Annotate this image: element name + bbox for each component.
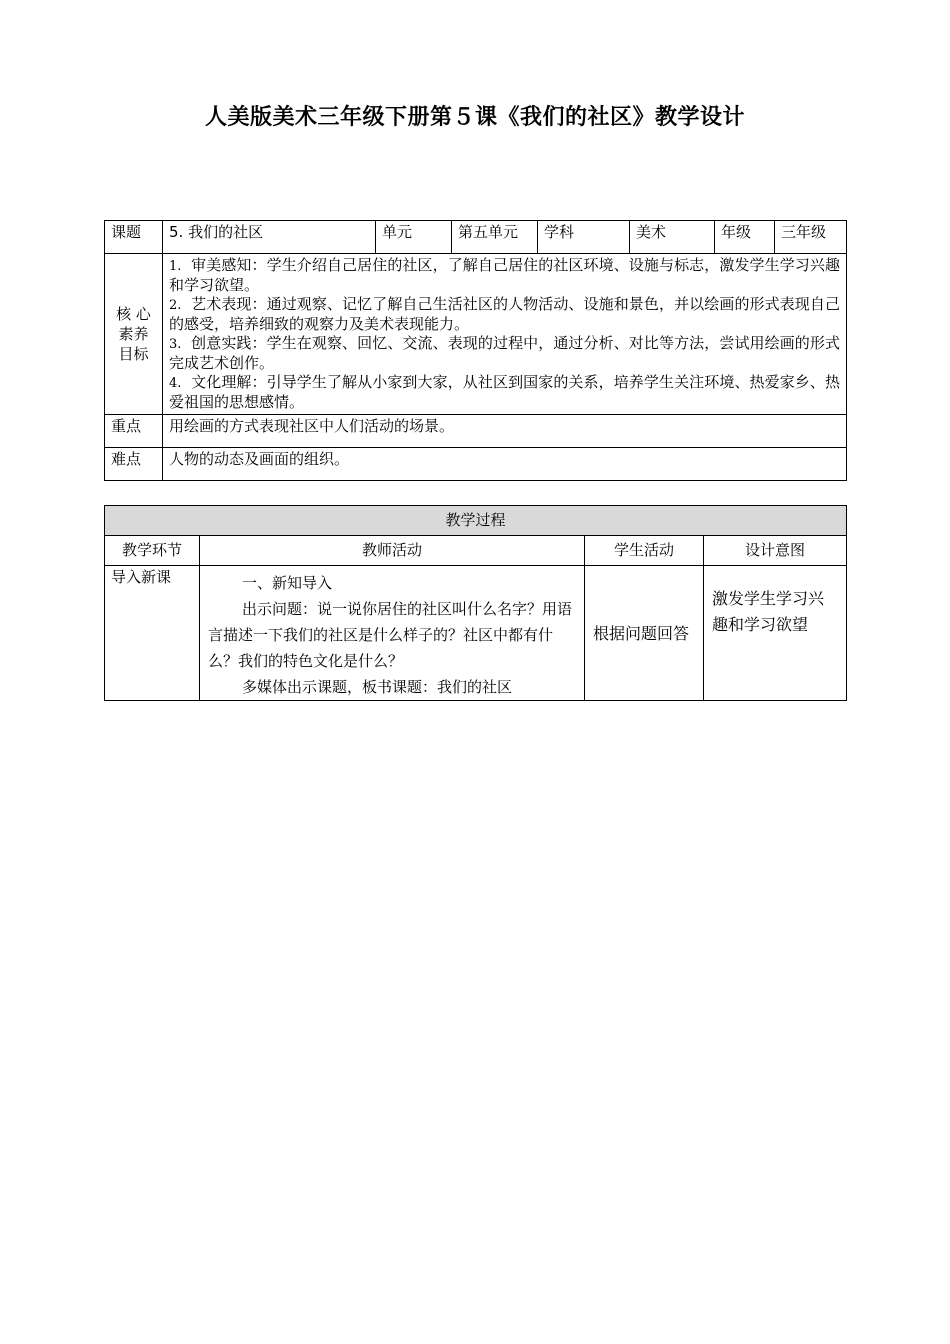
lesson-info-table <box>104 220 847 481</box>
teacher-activity-cell <box>200 566 585 701</box>
goal-item <box>169 334 840 373</box>
core-goals-label <box>105 254 163 415</box>
goal-item <box>169 256 840 295</box>
teacher-activity-topic: 多媒体出示课题，板书课题：我们的社区 <box>242 678 513 696</box>
goal-number: 3. <box>169 337 182 352</box>
goal-item <box>169 295 840 334</box>
column-header-intent: 设计意图 <box>704 536 847 566</box>
goal-number: 1. <box>169 259 182 274</box>
document-title: 人美版美术三年级下册第５课《我们的社区》教学设计 <box>204 105 745 130</box>
difficulty-value: 人物的动态及画面的组织。 <box>163 448 847 481</box>
goal-text: 审美感知：学生介绍自己居住的社区，了解自己居住的社区环境、设施与标志，激发学生学习兴趣和学习欲望。 <box>169 256 840 294</box>
difficulty-label: 难点 <box>105 448 163 481</box>
student-activity-cell: 根据问题回答 <box>585 566 704 701</box>
teaching-process-table <box>104 505 847 701</box>
unit-label: 单元 <box>376 221 452 254</box>
core-label-line2: 素养 <box>118 325 149 343</box>
goal-item <box>169 373 840 412</box>
grade-value: 三年级 <box>775 221 847 254</box>
goal-text: 艺术表现：通过观察、记忆了解自己生活社区的人物活动、设施和景色，并以绘画的形式表现自己的感受，培养细致的观察力及美术表现能力。 <box>169 295 840 333</box>
column-header-student: 学生活动 <box>585 536 704 566</box>
process-header: 教学过程 <box>105 506 847 536</box>
subject-value: 美术 <box>630 221 715 254</box>
grade-label: 年级 <box>715 221 775 254</box>
core-label-line3: 目标 <box>118 345 149 363</box>
teacher-activity-question: 出示问题：说一说你居住的社区叫什么名字？用语言描述一下我们的社区是什么样子的？社区中都有什么？我们的特色文化是什么？ <box>208 600 573 670</box>
goal-text: 创意实践：学生在观察、回忆、交流、表现的过程中，通过分析、对比等方法，尝试用绘画的形式完成艺术创作。 <box>169 334 840 372</box>
column-header-stage: 教学环节 <box>105 536 200 566</box>
topic-label: 课题 <box>105 221 163 254</box>
design-intent-cell: 激发学生学习兴趣和学习欲望 <box>704 566 847 701</box>
teacher-activity-heading: 一、新知导入 <box>242 574 333 592</box>
key-point-value: 用绘画的方式表现社区中人们活动的场景。 <box>163 415 847 448</box>
stage-cell: 导入新课 <box>105 566 200 701</box>
goal-number: 2. <box>169 298 182 313</box>
unit-value: 第五单元 <box>452 221 538 254</box>
table-row <box>105 566 847 701</box>
core-goals-content <box>163 254 847 415</box>
topic-value: 5. 我们的社区 <box>163 221 376 254</box>
goal-text: 文化理解：引导学生了解从小家到大家，从社区到国家的关系，培养学生关注环境、热爱家乡、热爱祖国的思想感情。 <box>169 373 840 411</box>
subject-label: 学科 <box>538 221 630 254</box>
goal-number: 4. <box>169 376 182 391</box>
core-label-line1: 核 心 <box>116 305 151 323</box>
column-header-teacher: 教师活动 <box>200 536 585 566</box>
key-point-label: 重点 <box>105 415 163 448</box>
